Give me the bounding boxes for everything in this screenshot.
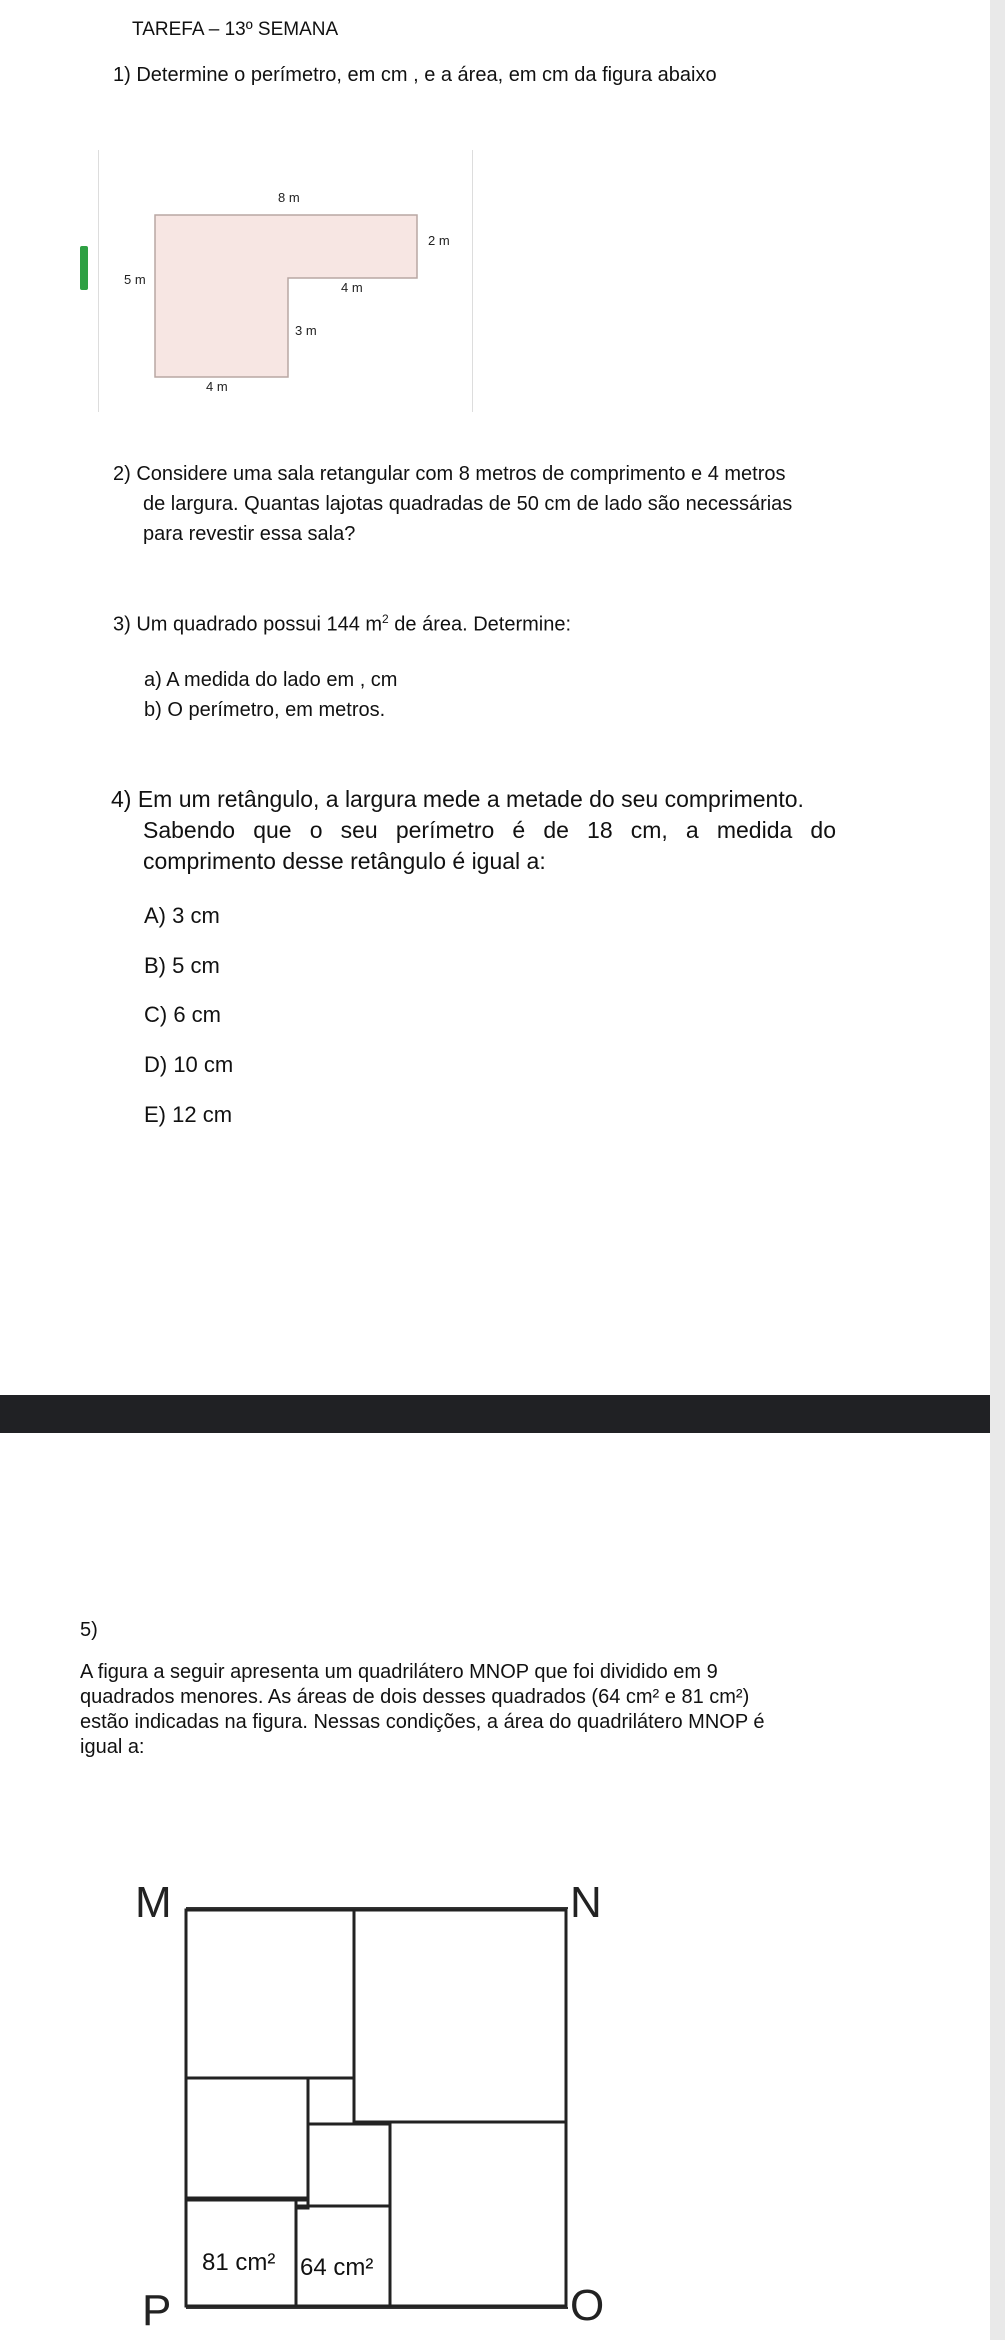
question-2 [113,459,792,549]
square-mid-center [308,2124,390,2206]
question-4 [111,784,836,877]
area-64-label: 64 cm² [300,2254,374,2281]
vertex-m: M [135,1878,172,1927]
label-bottom: 4 m [206,379,228,394]
option-d: D) 10 cm [144,1052,234,1077]
question-3-item-a: a) A medida do lado em , cm [144,669,398,691]
scroll-edge [990,0,1005,2340]
green-marker [80,246,88,290]
question-4-line-2: Sabendo que o seu perímetro é de 18 cm, a medida do [143,817,836,843]
question-2-line-3: para revestir essa sala? [143,523,356,545]
question-3-exponent: 2 [382,612,389,626]
page-divider [0,1395,990,1433]
vertex-o: O [570,2281,605,2330]
square-top-right [354,1910,566,2122]
label-left: 5 m [124,272,146,287]
square-small-a [308,2078,354,2124]
label-right: 2 m [428,233,450,248]
label-top: 8 m [278,190,300,205]
page-title: TAREFA – 13º SEMANA [132,19,339,40]
label-inner-vertical: 3 m [295,323,317,338]
l-shape-figure [110,180,470,400]
question-3-text-after: de área. Determine: [388,613,572,636]
square-mid-left [186,2078,308,2200]
question-3 [113,607,571,637]
question-2-line-2: de largura. Quantas lajotas quadradas de 50 cm de lado são necessárias [143,493,793,515]
question-5-line-4: igual a: [80,1736,145,1758]
figure-frame-right [472,150,473,412]
label-inner-horizontal: 4 m [341,280,363,295]
question-5-line-3: estão indicadas na figura. Nessas condições, a área do quadrilátero MNOP é [80,1711,765,1733]
question-5-line-1: A figura a seguir apresenta um quadrilátero MNOP que foi dividido em 9 [80,1661,718,1683]
question-3-item-b: b) O perímetro, em metros. [144,699,386,721]
question-3-text-before: 3) Um quadrado possui 144 m [113,613,383,636]
l-shape-polygon [155,215,417,377]
square-top-left [186,1910,354,2078]
option-a: A) 3 cm [144,903,220,928]
vertex-p: P [142,2286,172,2330]
option-c: C) 6 cm [144,1002,221,1027]
option-e: E) 12 cm [144,1102,233,1127]
square-bottom-right [390,2122,566,2306]
figure-frame-left [98,150,99,412]
question-4-line-1: 4) Em um retângulo, a largura mede a metade do seu comprimento. [111,786,804,812]
question-1: 1) Determine o perímetro, em cm , e a área, em cm da figura abaixo [113,64,717,86]
question-5 [80,1660,764,1760]
question-4-line-3: comprimento desse retângulo é igual a: [143,848,546,874]
question-5-line-2: quadrados menores. As áreas de dois desses quadrados (64 cm² e 81 cm²) [80,1686,750,1708]
question-5-number: 5) [80,1619,98,1641]
mnop-square-figure [130,1870,630,2330]
area-81-label: 81 cm² [202,2249,276,2276]
vertex-n: N [570,1878,602,1927]
option-b: B) 5 cm [144,953,220,978]
question-2-line-1: 2) Considere uma sala retangular com 8 metros de comprimento e 4 metros [113,463,786,485]
